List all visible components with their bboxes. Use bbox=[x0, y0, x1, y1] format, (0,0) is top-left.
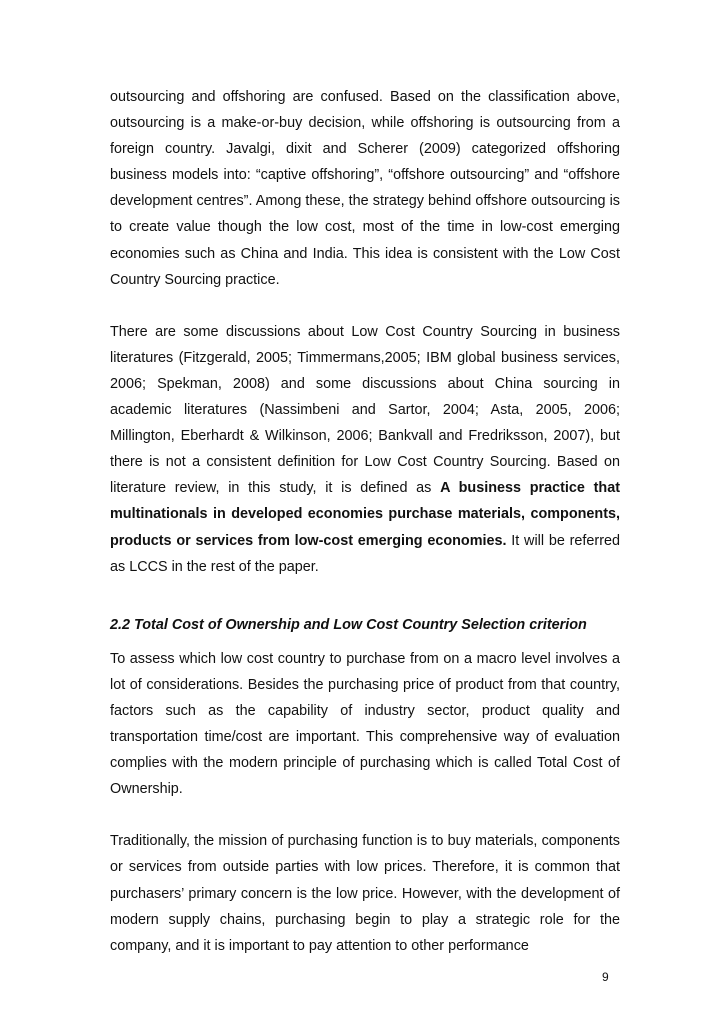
paragraph-purchasing-mission: Traditionally, the mission of purchasing function is to buy materials, components or services from outside parties with low prices. Therefore, it is common that purchasers’ primary concern is the low price. However, with the development of modern supply chains, purchasing begin to play a strategic role for the company, and it is important to pay attention to other performance bbox=[110, 833, 620, 954]
section-heading: 2.2 Total Cost of Ownership and Low Cost Country Selection criterion bbox=[110, 616, 587, 633]
paragraph-lccs-definition bbox=[110, 319, 620, 580]
lccs-text-end: It will be referred as LCCS in the rest of the paper. bbox=[110, 532, 620, 575]
lccs-bold-definition: A business practice that multinationals in developed economies purchase materials, components, products or services from low-cost emerging economies. bbox=[110, 480, 620, 549]
paragraph-offshoring-definitions: outsourcing and offshoring are confused. Based on the classification above, outsourcing is a make-or-buy decision, while offshoring is outsourcing from a foreign country. Javalgi, dixit and Scherer (2009) categorized offshoring business models into: “captive offshoring”, “offshore outsourcing” and “offshore development centres”. Among these, the strategy behind offshore outsourcing is to create value though the low cost, most of the time in low-cost emerging economies such as China and India. This idea is consistent with the Low Cost Country Sourcing practice. bbox=[110, 89, 620, 288]
document-page bbox=[110, 84, 620, 959]
paragraph-tco-assessment: To assess which low cost country to purchase from on a macro level involves a lot of considerations. Besides the purchasing price of product from that country, factors such as the capability of industry sector, product quality and transportation time/cost are important. This comprehensive way of evaluation complies with the modern principle of purchasing which is called Total Cost of Ownership. bbox=[110, 650, 620, 798]
lccs-text-start: There are some discussions about Low Cost Country Sourcing in business literatures (Fitzgerald, 2005; Timmermans,2005; IBM global business services, 2006; Spekman, 2008) and some discussions about China sourcing in academic literatures (Nassimbeni and Sartor, 2004; Asta, 2005, 2006; Millington, Eberhardt & Wilkinson, 2006; Bankvall and Fredriksson, 2007), but there is not a consistent definition for Low Cost Country Sourcing. Based on literature review, in this study, it is defined as bbox=[110, 323, 620, 497]
page-number: 9 bbox=[602, 970, 609, 984]
